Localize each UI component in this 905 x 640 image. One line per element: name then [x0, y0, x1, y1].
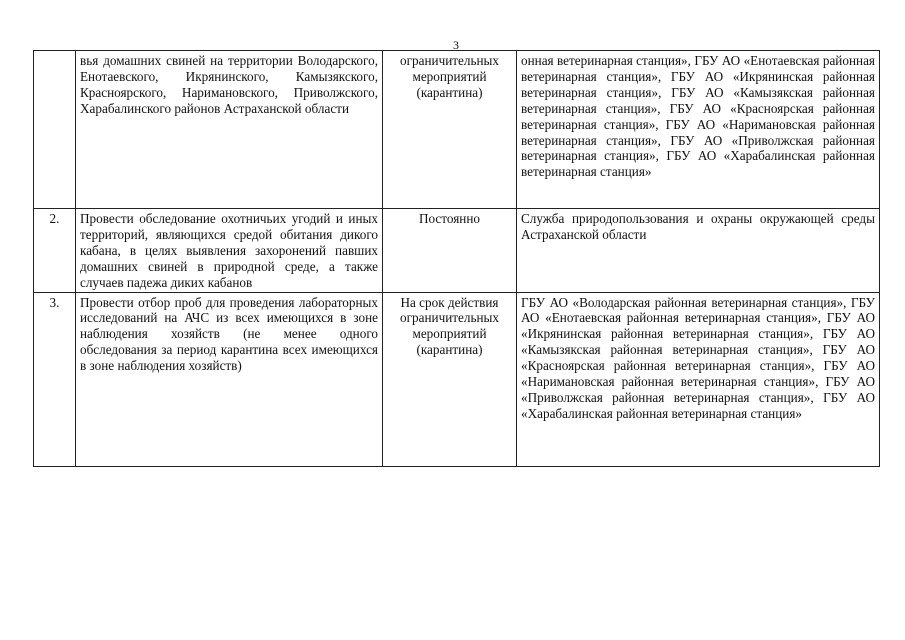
row-number: 2. — [34, 209, 76, 293]
event-term: ограничительных мероприятий (карантина) — [383, 51, 517, 209]
page-number: 3 — [453, 38, 459, 52]
table-row — [34, 51, 880, 209]
responsible-party: Служба природопользования и охраны окружающей среды Астраханской области — [517, 209, 880, 293]
table-row — [34, 209, 880, 293]
row-number: 3. — [34, 292, 76, 466]
event-description: Провести обследование охотничьих угодий и иных территорий, являющихся средой обитания дикого кабана, в целях выявления захоронений павших домашних свиней в природной среде, а также случаев падежа диких кабанов — [76, 209, 383, 293]
row-number — [34, 51, 76, 209]
responsible-party: онная ветеринарная станция», ГБУ АО «Енотаевская районная ветеринарная станция», ГБУ АО «Икрянинская районная ветеринарная станция», ГБУ АО «Камызякская районная ветеринарная станция», ГБУ АО «Красноярская районная ветеринарная станция», ГБУ АО «Наримановская районная ветеринарная станция», ГБУ АО «Приволжская районная ветеринарная станция», ГБУ АО «Харабалинская районная ветеринарная станция» — [517, 51, 880, 209]
event-description: Провести отбор проб для проведения лабораторных исследований на АЧС из всех имеющихся в зоне наблюдения хозяйств (не менее одного обследования за период карантина всех имеющихся в зоне наблюдения хозяйств) — [76, 292, 383, 466]
responsible-party: ГБУ АО «Володарская районная ветеринарная станция», ГБУ АО «Енотаевская районная ветеринарная станция», ГБУ АО «Икрянинская районная ветеринарная станция», ГБУ АО «Камызякская районная ветеринарная станция», ГБУ АО «Красноярская районная ветеринарная станция», ГБУ АО «Наримановская районная ветеринарная станция», ГБУ АО «Приволжская районная ветеринарная станция», ГБУ АО «Харабалинская районная ветеринарная станция» — [517, 292, 880, 466]
event-term: Постоянно — [383, 209, 517, 293]
measures-table — [33, 50, 880, 467]
event-description: вья домашних свиней на территории Володарского, Енотаевского, Икрянинского, Камызякского, Красноярского, Наримановского, Приволжского, Харабалинского районов Астраханской области — [76, 51, 383, 209]
table-row — [34, 292, 880, 466]
event-term: На срок действия ограничительных мероприятий (карантина) — [383, 292, 517, 466]
